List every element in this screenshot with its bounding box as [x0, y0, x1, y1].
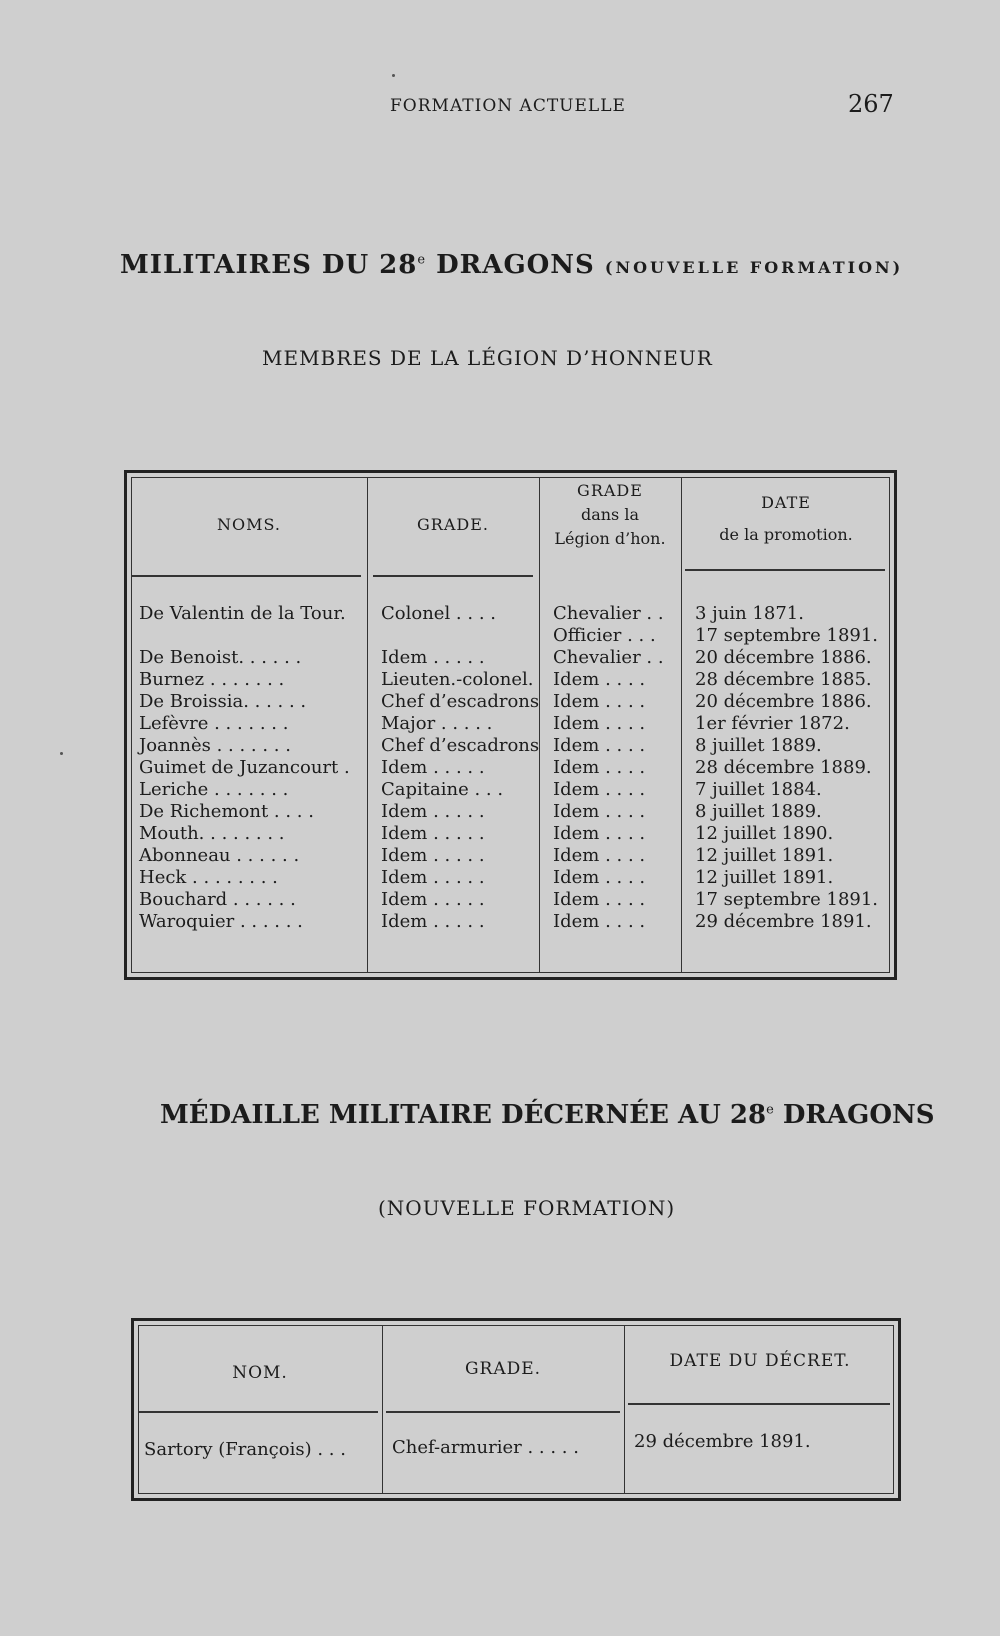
cell-nom: De Richemont . . . . — [139, 801, 314, 822]
cell-nom: Heck . . . . . . . . — [139, 867, 278, 888]
cell-date: 3 juin 1871. — [695, 603, 804, 624]
main-title — [120, 250, 904, 280]
main-title-sup: e — [417, 252, 427, 268]
header-nom: NOM. — [232, 1363, 288, 1383]
table-row — [127, 779, 894, 801]
cell-nom: Joannès . . . . . . . — [139, 735, 291, 756]
page-number: 267 — [848, 90, 894, 118]
table-row — [127, 713, 894, 735]
cell-nom: Waroquier . . . . . . — [139, 911, 303, 932]
medaille-title-rest: DRAGONS — [773, 1100, 935, 1130]
table-row — [127, 867, 894, 889]
header-date-decret: DATE DU DÉCRET. — [669, 1351, 851, 1371]
main-title-rest: DRAGONS — [426, 250, 595, 280]
table-row — [127, 911, 894, 933]
table-row — [127, 603, 894, 625]
cell-grade: Idem . . . . . — [381, 647, 485, 668]
print-speck — [392, 74, 395, 77]
cell-grade: Idem . . . . . — [381, 867, 485, 888]
cell-grade: Chef-armurier . . . . . — [392, 1437, 579, 1458]
cell-nom: Burnez . . . . . . . — [139, 669, 285, 690]
header-noms: NOMS. — [217, 515, 281, 534]
table-row — [127, 647, 894, 669]
cell-legion: Idem . . . . — [553, 801, 646, 822]
table-row — [127, 625, 894, 647]
cell-legion: Idem . . . . — [553, 845, 646, 866]
header-date-line1: DATE — [761, 493, 811, 512]
header-grade-legion-line1: GRADE — [577, 481, 643, 500]
medaille-title — [160, 1100, 935, 1130]
header-grade-legion-line2: dans la — [580, 505, 640, 524]
cell-date: 12 juillet 1891. — [695, 867, 834, 888]
cell-date: 28 décembre 1885. — [695, 669, 872, 690]
header-rule — [138, 1411, 378, 1413]
cell-legion: Idem . . . . — [553, 735, 646, 756]
cell-date: 7 juillet 1884. — [695, 779, 822, 800]
cell-date: 8 juillet 1889. — [695, 735, 822, 756]
header-date — [681, 491, 891, 547]
running-title: FORMATION ACTUELLE — [390, 96, 626, 116]
cell-nom: Mouth. . . . . . . . — [139, 823, 285, 844]
main-title-text: MILITAIRES DU 28 — [120, 250, 418, 280]
cell-grade: Colonel . . . . — [381, 603, 496, 624]
cell-grade: Idem . . . . . — [381, 823, 485, 844]
cell-grade: Idem . . . . . — [381, 889, 485, 910]
cell-date: 29 décembre 1891. — [695, 911, 872, 932]
cell-date: 8 juillet 1889. — [695, 801, 822, 822]
cell-legion: Officier . . . — [553, 625, 656, 646]
cell-date: 12 juillet 1890. — [695, 823, 834, 844]
cell-nom: De Benoist. . . . . . — [139, 647, 302, 668]
cell-date: 17 septembre 1891. — [695, 889, 879, 910]
main-title-paren: (NOUVELLE FORMATION) — [604, 258, 904, 277]
table-row — [127, 845, 894, 867]
legion-table — [124, 470, 897, 980]
header-rule — [386, 1411, 620, 1413]
cell-nom: De Broissia. . . . . . — [139, 691, 307, 712]
cell-grade: Capitaine . . . — [381, 779, 504, 800]
cell-grade: Idem . . . . . — [381, 801, 485, 822]
cell-nom: De Valentin de la Tour. — [139, 603, 346, 624]
cell-date: 20 décembre 1886. — [695, 647, 872, 668]
print-speck — [60, 752, 63, 755]
cell-date: 20 décembre 1886. — [695, 691, 872, 712]
cell-legion: Idem . . . . — [553, 757, 646, 778]
cell-legion: Idem . . . . — [553, 867, 646, 888]
table-row — [127, 735, 894, 757]
cell-nom: Sartory (François) . . . — [144, 1439, 346, 1460]
header-grade: GRADE. — [417, 515, 489, 534]
header-rule — [373, 575, 533, 577]
cell-legion: Idem . . . . — [553, 713, 646, 734]
cell-nom: Leriche . . . . . . . — [139, 779, 289, 800]
cell-grade: Chef d’escadrons — [381, 735, 540, 756]
cell-legion: Idem . . . . — [553, 911, 646, 932]
table-row — [127, 669, 894, 691]
header-grade-legion-line3: Légion d’hon. — [554, 529, 666, 548]
cell-legion: Chevalier . . — [553, 603, 664, 624]
cell-nom: Guimet de Juzancourt . — [139, 757, 350, 778]
table-row — [127, 823, 894, 845]
header-date-line2: de la promotion. — [719, 525, 853, 544]
cell-grade: Chef d’escadrons — [381, 691, 540, 712]
table-row — [127, 889, 894, 911]
column-divider — [382, 1325, 383, 1494]
table-row — [127, 691, 894, 713]
header-rule — [628, 1403, 890, 1405]
cell-grade: Idem . . . . . — [381, 911, 485, 932]
cell-date: 17 septembre 1891. — [695, 625, 879, 646]
cell-nom: Abonneau . . . . . . — [139, 845, 300, 866]
table-row — [127, 801, 894, 823]
medaille-subtitle: (NOUVELLE FORMATION) — [378, 1196, 676, 1220]
cell-legion: Chevalier . . — [553, 647, 664, 668]
cell-date: 29 décembre 1891. — [634, 1431, 811, 1452]
medaille-title-sup: e — [766, 1102, 774, 1118]
cell-legion: Idem . . . . — [553, 691, 646, 712]
header-rule — [131, 575, 361, 577]
medaille-table — [131, 1318, 901, 1501]
legion-section-title: MEMBRES DE LA LÉGION D’HONNEUR — [262, 346, 713, 370]
cell-grade: Idem . . . . . — [381, 845, 485, 866]
cell-legion: Idem . . . . — [553, 889, 646, 910]
header-rule — [685, 569, 885, 571]
cell-date: 1er février 1872. — [695, 713, 850, 734]
cell-grade: Lieuten.-colonel. — [381, 669, 534, 690]
header-grade: GRADE. — [464, 1359, 542, 1379]
cell-nom: Lefèvre . . . . . . . — [139, 713, 289, 734]
cell-nom: Bouchard . . . . . . — [139, 889, 296, 910]
cell-grade: Major . . . . . — [381, 713, 493, 734]
header-grade-legion — [539, 479, 681, 551]
cell-date: 28 décembre 1889. — [695, 757, 872, 778]
cell-legion: Idem . . . . — [553, 669, 646, 690]
cell-legion: Idem . . . . — [553, 779, 646, 800]
cell-legion: Idem . . . . — [553, 823, 646, 844]
cell-date: 12 juillet 1891. — [695, 845, 834, 866]
cell-grade: Idem . . . . . — [381, 757, 485, 778]
table-row — [127, 757, 894, 779]
medaille-title-text: MÉDAILLE MILITAIRE DÉCERNÉE AU 28 — [160, 1100, 767, 1130]
